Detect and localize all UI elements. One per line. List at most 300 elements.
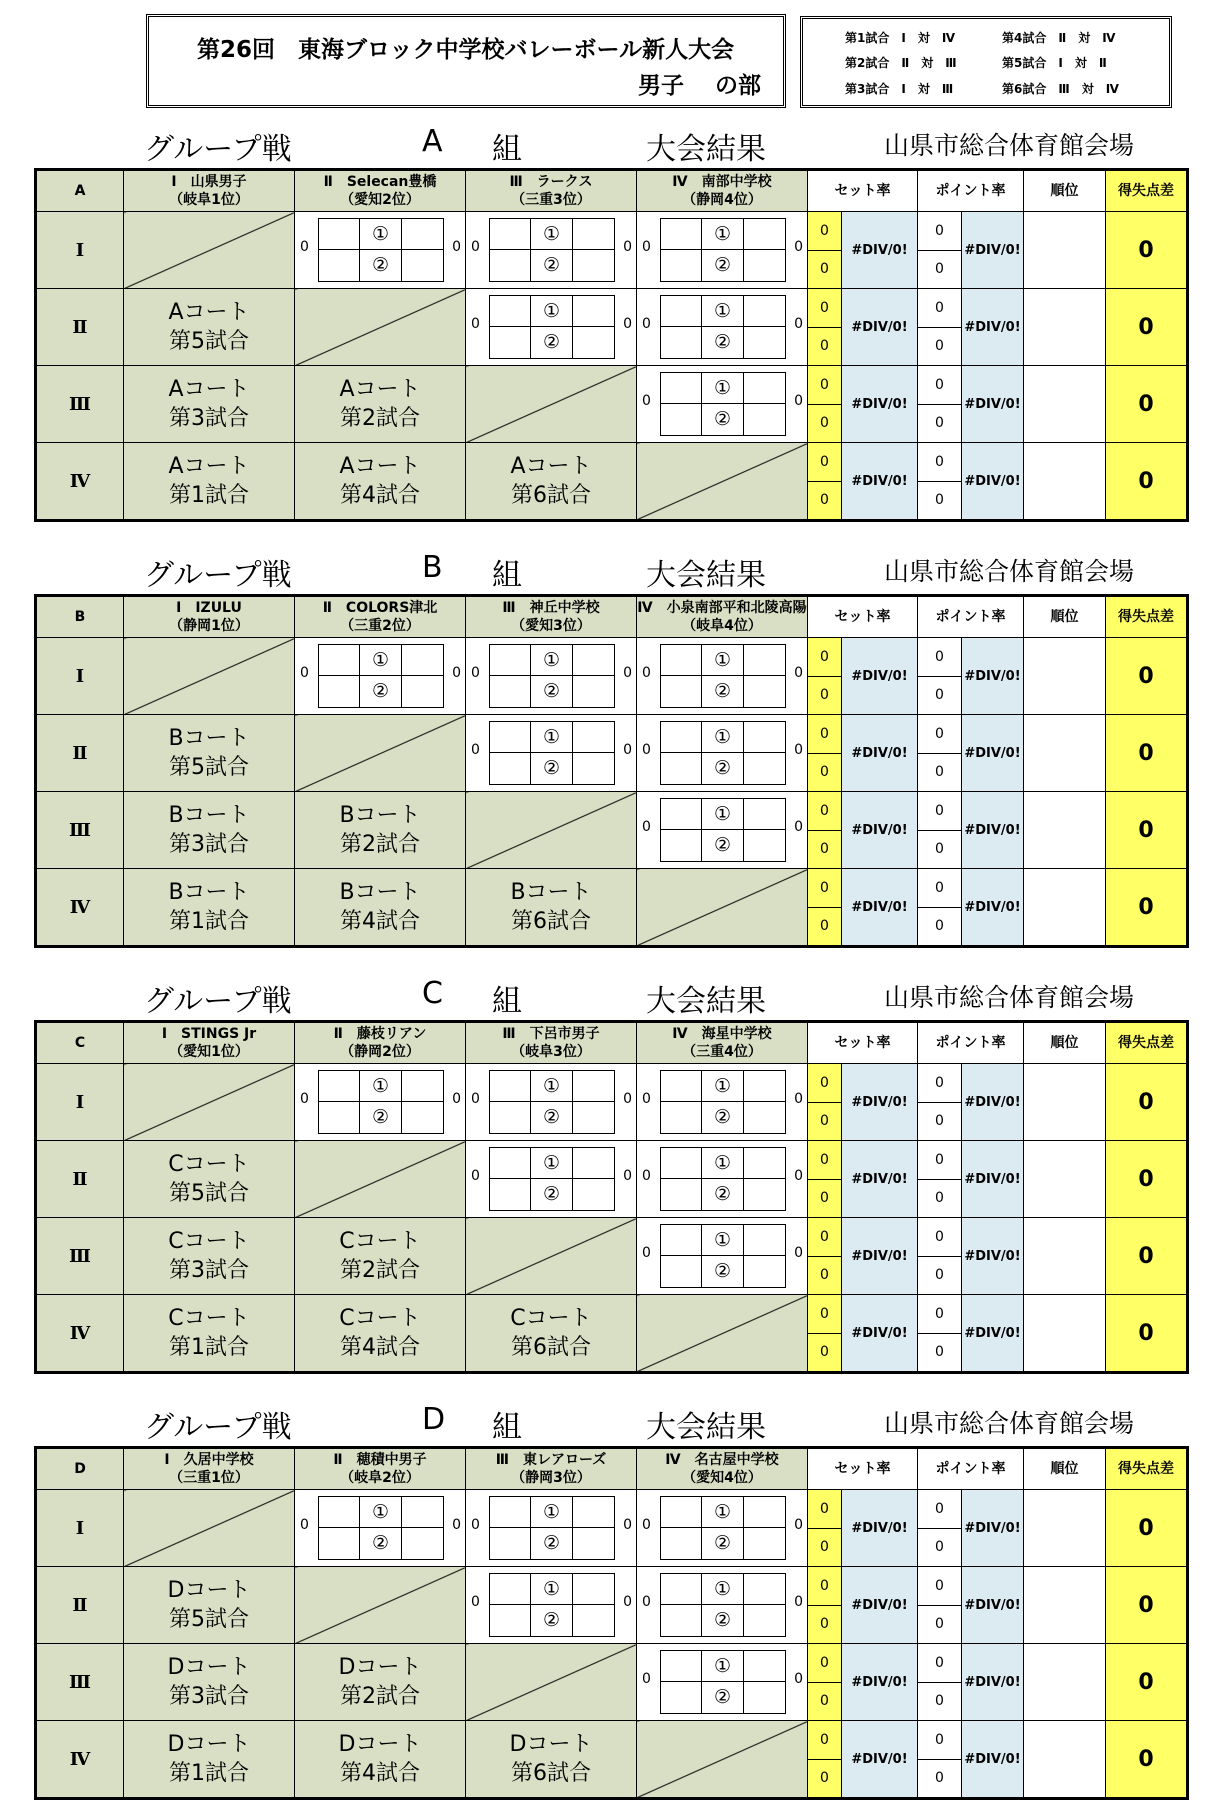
court-match-cell: [466, 1721, 637, 1799]
set-rate-value: #DIV/0!: [842, 366, 918, 443]
points-lost: 0: [935, 764, 944, 781]
court-match-cell: [124, 1721, 295, 1799]
row-label: Ⅰ: [36, 212, 124, 289]
score-right: 0: [794, 1168, 803, 1184]
set-2-mark: ②: [702, 676, 743, 707]
row-label: Ⅲ: [36, 366, 124, 443]
court-suffix: コート: [183, 726, 250, 751]
diff-value: 0: [1106, 1218, 1188, 1295]
court-match-cell: [124, 366, 295, 443]
court-letter: B: [168, 726, 184, 751]
match-number: 第6試合: [511, 909, 591, 934]
results-label: 大会結果: [646, 984, 766, 1019]
match-number: 第5試合: [169, 329, 249, 354]
point-count-cell: [918, 212, 962, 289]
points-won: 0: [918, 1721, 961, 1760]
court-letter: D: [338, 1732, 356, 1757]
sets-won: 0: [808, 1141, 841, 1180]
score-right: 0: [794, 665, 803, 681]
team-rank: （三重4位）: [682, 1044, 762, 1060]
court-match-cell: [466, 443, 637, 521]
diff-value: 0: [1106, 1644, 1188, 1721]
court-suffix: コート: [183, 377, 250, 402]
point-rate-value: #DIV/0!: [962, 792, 1024, 869]
points-won: 0: [918, 715, 961, 754]
point-rate-value: #DIV/0!: [962, 289, 1024, 366]
set-2-mark: ②: [702, 404, 743, 435]
court-suffix: コート: [525, 454, 592, 479]
court-match-cell: [295, 792, 466, 869]
set-count-cell: [808, 212, 842, 289]
set-1-mark: ①: [531, 1497, 572, 1528]
set-count-cell: [808, 1064, 842, 1141]
set-rate-value: #DIV/0!: [842, 1218, 918, 1295]
court-match-cell: [124, 443, 295, 521]
court-suffix: コート: [183, 1152, 250, 1177]
court-suffix: コート: [354, 880, 421, 905]
table-row: [36, 1218, 1188, 1295]
match-number: 第2試合: [340, 406, 420, 431]
set-count-cell: [808, 1141, 842, 1218]
group-b: [34, 538, 1186, 948]
point-rate-header: ポイント率: [918, 1022, 1024, 1064]
team-name: Ⅱ COLORS津北: [322, 600, 438, 616]
score-left: 0: [642, 239, 651, 255]
set-1-mark: ①: [702, 1497, 743, 1528]
points-lost: 0: [935, 1190, 944, 1207]
sets-lost: 0: [820, 1693, 829, 1710]
set-2-mark: ②: [702, 1102, 743, 1133]
rank-value: [1024, 1490, 1106, 1567]
court-suffix: コート: [183, 803, 250, 828]
court-suffix: コート: [183, 300, 250, 325]
set-rate-header: セット率: [808, 1022, 918, 1064]
point-rate-value: #DIV/0!: [962, 638, 1024, 715]
court-suffix: コート: [354, 377, 421, 402]
diff-header: 得失点差: [1106, 596, 1188, 638]
set-rate-header: セット率: [808, 1448, 918, 1490]
group-c: [34, 964, 1186, 1374]
court-match-cell: [295, 1721, 466, 1799]
rank-value: [1024, 289, 1106, 366]
court-suffix: コート: [183, 454, 250, 479]
row-label: Ⅱ: [36, 1141, 124, 1218]
point-count-cell: [918, 1490, 962, 1567]
point-rate-value: #DIV/0!: [962, 443, 1024, 521]
table-row: [36, 1141, 1188, 1218]
diff-value: 0: [1106, 212, 1188, 289]
court-match-cell: [124, 1141, 295, 1218]
score-left: 0: [471, 239, 480, 255]
set-rate-value: #DIV/0!: [842, 869, 918, 947]
venue-label: 山県市総合体育館会場: [884, 1409, 1135, 1438]
set-count-cell: [808, 792, 842, 869]
sets-won: 0: [808, 289, 841, 328]
set-rate-header: セット率: [808, 170, 918, 212]
sets-lost: 0: [820, 415, 829, 432]
court-letter: D: [167, 1578, 185, 1603]
group-letter-cell: B: [36, 596, 124, 638]
point-rate-value: #DIV/0!: [962, 1567, 1024, 1644]
points-won: 0: [918, 443, 961, 482]
score-left: 0: [642, 393, 651, 409]
team-name: Ⅱ 藤枝リアン: [333, 1026, 427, 1042]
match-number: 第3試合: [169, 406, 249, 431]
team-header: [295, 596, 466, 638]
sets-won: 0: [808, 366, 841, 405]
court-letter: A: [168, 377, 184, 402]
row-label: Ⅱ: [36, 289, 124, 366]
table-row: [36, 1490, 1188, 1567]
point-count-cell: [918, 638, 962, 715]
team-rank: （三重3位）: [511, 192, 591, 208]
score-cell: [637, 1064, 808, 1141]
score-left: 0: [471, 742, 480, 758]
court-match-cell: [124, 289, 295, 366]
set-1-mark: ①: [702, 1071, 743, 1102]
team-rank: （静岡2位）: [340, 1044, 420, 1060]
group-letter-title: D: [422, 1402, 446, 1437]
result-table: [34, 1446, 1189, 1800]
points-lost: 0: [935, 687, 944, 704]
points-won: 0: [918, 1490, 961, 1529]
match-number: 第5試合: [169, 755, 249, 780]
score-cell: [637, 1218, 808, 1295]
set-1-mark: ①: [531, 1148, 572, 1179]
team-rank: （三重1位）: [169, 1470, 249, 1486]
sets-won: 0: [808, 1567, 841, 1606]
team-header: [124, 596, 295, 638]
rank-value: [1024, 212, 1106, 289]
court-letter: B: [510, 880, 526, 905]
score-cell: [637, 366, 808, 443]
diff-value: 0: [1106, 1295, 1188, 1373]
group-letter-cell: A: [36, 170, 124, 212]
court-suffix: コート: [184, 1655, 251, 1680]
sets-lost: 0: [820, 1539, 829, 1556]
set-2-mark: ②: [702, 1528, 743, 1559]
points-lost: 0: [935, 261, 944, 278]
set-1-mark: ①: [531, 296, 572, 327]
score-right: 0: [623, 665, 632, 681]
row-label: Ⅱ: [36, 1567, 124, 1644]
score-cell: [637, 212, 808, 289]
score-cell: [466, 1490, 637, 1567]
match-schedule-box: [800, 16, 1172, 108]
court-suffix: コート: [525, 880, 592, 905]
set-1-mark: ①: [531, 219, 572, 250]
table-row: [36, 792, 1188, 869]
table-row: [36, 443, 1188, 521]
score-left: 0: [642, 819, 651, 835]
results-label: 大会結果: [646, 1410, 766, 1445]
court-match-cell: [124, 1644, 295, 1721]
set-rate-value: #DIV/0!: [842, 1141, 918, 1218]
set-2-mark: ②: [531, 250, 572, 281]
score-right: 0: [794, 316, 803, 332]
set-rate-header: セット率: [808, 596, 918, 638]
sets-won: 0: [808, 638, 841, 677]
row-label: Ⅱ: [36, 715, 124, 792]
score-cell: [637, 638, 808, 715]
points-lost: 0: [935, 1539, 944, 1556]
sets-won: 0: [808, 1218, 841, 1257]
results-label: 大会結果: [646, 558, 766, 593]
court-suffix: コート: [183, 1229, 250, 1254]
score-left: 0: [300, 665, 309, 681]
score-right: 0: [794, 742, 803, 758]
table-row: [36, 366, 1188, 443]
court-match-cell: [124, 1295, 295, 1373]
set-1-mark: ①: [702, 219, 743, 250]
point-count-cell: [918, 715, 962, 792]
court-letter: B: [168, 803, 184, 828]
court-letter: D: [338, 1655, 356, 1680]
rank-value: [1024, 1721, 1106, 1799]
match-number: 第5試合: [169, 1607, 249, 1632]
diff-header: 得失点差: [1106, 170, 1188, 212]
sets-lost: 0: [820, 1616, 829, 1633]
court-suffix: コート: [184, 1732, 251, 1757]
table-row: [36, 1295, 1188, 1373]
point-count-cell: [918, 289, 962, 366]
match-number: 第6試合: [511, 1335, 591, 1360]
score-cell: [295, 638, 466, 715]
team-name: Ⅳ 南部中学校: [672, 174, 772, 190]
sets-won: 0: [808, 869, 841, 908]
court-suffix: コート: [184, 1578, 251, 1603]
score-cell: [637, 289, 808, 366]
row-label: Ⅲ: [36, 792, 124, 869]
team-name: Ⅲ 下呂市男子: [502, 1026, 600, 1042]
set-1-mark: ①: [702, 1148, 743, 1179]
set-1-mark: ①: [360, 645, 401, 676]
team-rank: （岐阜4位）: [682, 618, 762, 634]
set-rate-value: #DIV/0!: [842, 638, 918, 715]
point-rate-value: #DIV/0!: [962, 1490, 1024, 1567]
rank-value: [1024, 1567, 1106, 1644]
kumi-label: 組: [492, 984, 522, 1019]
sets-won: 0: [808, 1295, 841, 1334]
table-row: [36, 212, 1188, 289]
score-left: 0: [300, 1091, 309, 1107]
group-letter-cell: C: [36, 1022, 124, 1064]
match-number: 第4試合: [340, 1761, 420, 1786]
rank-header: 順位: [1024, 1448, 1106, 1490]
team-header: [124, 1448, 295, 1490]
score-right: 0: [794, 1594, 803, 1610]
row-label: Ⅲ: [36, 1644, 124, 1721]
set-2-mark: ②: [360, 1102, 401, 1133]
point-count-cell: [918, 1141, 962, 1218]
set-1-mark: ①: [531, 645, 572, 676]
match-number: 第1試合: [169, 1761, 249, 1786]
points-lost: 0: [935, 918, 944, 935]
court-suffix: コート: [354, 1306, 421, 1331]
score-left: 0: [642, 665, 651, 681]
score-left: 0: [471, 665, 480, 681]
points-won: 0: [918, 1141, 961, 1180]
group-a: [34, 112, 1186, 522]
set-1-mark: ①: [360, 219, 401, 250]
points-lost: 0: [935, 1267, 944, 1284]
score-right: 0: [794, 1091, 803, 1107]
diff-value: 0: [1106, 366, 1188, 443]
set-1-mark: ①: [531, 1574, 572, 1605]
set-2-mark: ②: [702, 1256, 743, 1287]
group-battle-label: グループ戦: [144, 132, 292, 167]
diagonal-cell: [637, 869, 808, 947]
diagonal-cell: [124, 638, 295, 715]
team-name: Ⅲ ラークス: [509, 174, 593, 190]
set-1-mark: ①: [702, 296, 743, 327]
sets-lost: 0: [820, 261, 829, 278]
score-cell: [637, 1141, 808, 1218]
team-rank: （岐阜3位）: [511, 1044, 591, 1060]
team-name: Ⅲ 東レアローズ: [495, 1452, 607, 1468]
group-title: [34, 1390, 1186, 1446]
points-lost: 0: [935, 1616, 944, 1633]
set-2-mark: ②: [702, 830, 743, 861]
group-battle-label: グループ戦: [144, 1410, 292, 1445]
match-number: 第4試合: [340, 483, 420, 508]
court-suffix: コート: [183, 880, 250, 905]
score-left: 0: [642, 1594, 651, 1610]
set-2-mark: ②: [531, 676, 572, 707]
row-label: Ⅰ: [36, 1490, 124, 1567]
point-count-cell: [918, 1064, 962, 1141]
kumi-label: 組: [492, 558, 522, 593]
rank-value: [1024, 443, 1106, 521]
point-rate-header: ポイント率: [918, 596, 1024, 638]
points-won: 0: [918, 212, 961, 251]
score-right: 0: [623, 742, 632, 758]
match-number: 第3試合: [169, 832, 249, 857]
sets-won: 0: [808, 715, 841, 754]
set-1-mark: ①: [702, 1651, 743, 1682]
match-number: 第2試合: [340, 1684, 420, 1709]
points-lost: 0: [935, 1344, 944, 1361]
points-lost: 0: [935, 841, 944, 858]
score-left: 0: [471, 316, 480, 332]
score-left: 0: [471, 1168, 480, 1184]
diagonal-cell: [637, 1295, 808, 1373]
court-letter: C: [168, 1229, 184, 1254]
score-left: 0: [471, 1594, 480, 1610]
set-2-mark: ②: [531, 1179, 572, 1210]
venue-label: 山県市総合体育館会場: [884, 983, 1135, 1012]
score-right: 0: [452, 239, 461, 255]
score-right: 0: [452, 1091, 461, 1107]
court-letter: B: [168, 880, 184, 905]
table-row: [36, 1064, 1188, 1141]
set-rate-value: #DIV/0!: [842, 1490, 918, 1567]
court-match-cell: [295, 1644, 466, 1721]
score-right: 0: [794, 1671, 803, 1687]
court-letter: D: [167, 1655, 185, 1680]
points-lost: 0: [935, 1693, 944, 1710]
schedule-item: 第4試合 Ⅱ 対 Ⅳ: [1002, 31, 1116, 45]
team-header: [295, 1022, 466, 1064]
set-2-mark: ②: [531, 1102, 572, 1133]
tournament-title: 第26回 東海ブロック中学校バレーボール新人大会: [197, 37, 735, 63]
team-rank: （静岡4位）: [682, 192, 762, 208]
diff-value: 0: [1106, 443, 1188, 521]
points-won: 0: [918, 1218, 961, 1257]
score-right: 0: [794, 393, 803, 409]
points-lost: 0: [935, 492, 944, 509]
court-letter: C: [168, 1306, 184, 1331]
sets-won: 0: [808, 1721, 841, 1760]
score-cell: [466, 212, 637, 289]
match-number: 第1試合: [169, 1335, 249, 1360]
set-rate-value: #DIV/0!: [842, 289, 918, 366]
score-cell: [466, 1064, 637, 1141]
rank-value: [1024, 638, 1106, 715]
court-match-cell: [295, 1218, 466, 1295]
sets-lost: 0: [820, 1113, 829, 1130]
point-rate-header: ポイント率: [918, 170, 1024, 212]
diagonal-cell: [124, 1490, 295, 1567]
team-rank: （愛知1位）: [169, 1044, 249, 1060]
set-1-mark: ①: [531, 1071, 572, 1102]
set-2-mark: ②: [531, 327, 572, 358]
point-rate-value: #DIV/0!: [962, 1721, 1024, 1799]
point-count-cell: [918, 443, 962, 521]
group-letter-title: B: [422, 550, 443, 585]
diagonal-cell: [466, 366, 637, 443]
group-letter-title: C: [422, 976, 443, 1011]
set-1-mark: ①: [702, 722, 743, 753]
score-left: 0: [642, 1091, 651, 1107]
court-letter: C: [339, 1306, 355, 1331]
point-rate-value: #DIV/0!: [962, 366, 1024, 443]
team-rank: （岐阜2位）: [340, 1470, 420, 1486]
rank-value: [1024, 1141, 1106, 1218]
score-cell: [295, 212, 466, 289]
points-won: 0: [918, 1567, 961, 1606]
set-rate-value: #DIV/0!: [842, 1064, 918, 1141]
group-title: [34, 964, 1186, 1020]
match-number: 第1試合: [169, 483, 249, 508]
diagonal-cell: [295, 715, 466, 792]
points-lost: 0: [935, 1770, 944, 1787]
set-2-mark: ②: [702, 327, 743, 358]
point-rate-value: #DIV/0!: [962, 1644, 1024, 1721]
set-rate-value: #DIV/0!: [842, 792, 918, 869]
team-name: Ⅰ STINGS Jr: [161, 1026, 257, 1042]
set-1-mark: ①: [702, 373, 743, 404]
set-2-mark: ②: [531, 753, 572, 784]
point-rate-value: #DIV/0!: [962, 715, 1024, 792]
venue-label: 山県市総合体育館会場: [884, 131, 1135, 160]
court-match-cell: [124, 1567, 295, 1644]
diff-value: 0: [1106, 1141, 1188, 1218]
match-number: 第4試合: [340, 909, 420, 934]
court-match-cell: [466, 1295, 637, 1373]
rank-value: [1024, 366, 1106, 443]
set-2-mark: ②: [360, 250, 401, 281]
set-1-mark: ①: [360, 1497, 401, 1528]
rank-value: [1024, 1644, 1106, 1721]
schedule-item: 第3試合 Ⅰ 対 Ⅲ: [845, 81, 954, 96]
team-name: Ⅰ 久居中学校: [164, 1452, 254, 1468]
court-suffix: コート: [354, 803, 421, 828]
sets-lost: 0: [820, 841, 829, 858]
diff-value: 0: [1106, 1567, 1188, 1644]
set-count-cell: [808, 1644, 842, 1721]
point-count-cell: [918, 1721, 962, 1799]
